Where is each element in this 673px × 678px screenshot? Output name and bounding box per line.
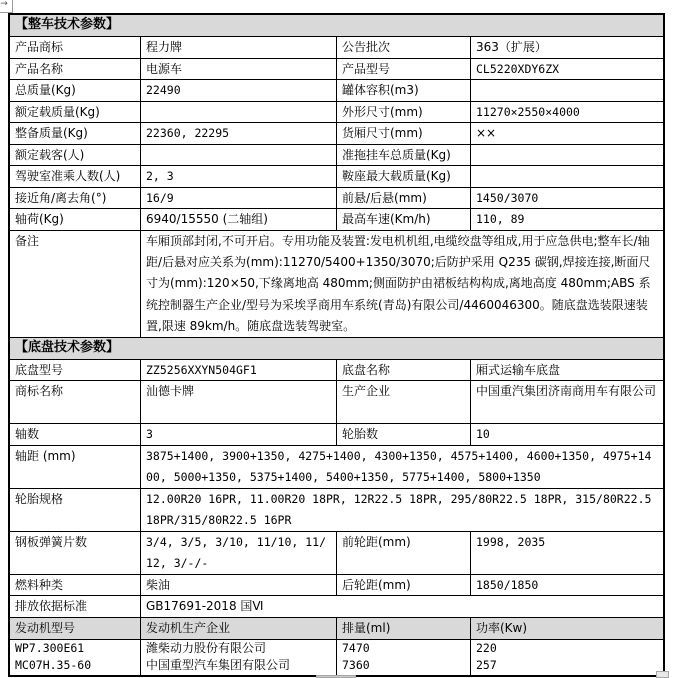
section-header-vehicle xyxy=(10,15,663,37)
table-row xyxy=(10,145,663,167)
param-value: 程力牌 xyxy=(141,37,337,59)
param-value: 3875+1400, 3900+1350, 4275+1400, 4300+1350, 4575+1400, 4600+1350, 4975+1400, 5000+1350, 5375+1400, 5400+1350, 5775+1400, 5800+1350 xyxy=(141,446,663,489)
param-value: 10 xyxy=(471,424,663,446)
table-resize-handle[interactable] xyxy=(656,671,669,678)
param-value xyxy=(471,145,663,167)
param-value: 22490 xyxy=(141,80,337,102)
wheelbase-row xyxy=(10,446,663,489)
param-value xyxy=(141,145,337,167)
engine-header-model: 发动机型号 xyxy=(10,618,141,640)
param-value: 22360, 22295 xyxy=(141,123,337,145)
table-row xyxy=(10,102,663,124)
param-label: 生产企业 xyxy=(337,381,471,424)
engine-power-cell xyxy=(471,640,663,675)
table-row xyxy=(10,209,663,231)
spec-table xyxy=(8,13,665,677)
param-label: 前悬/后悬(mm) xyxy=(337,188,471,210)
emission-standard-row xyxy=(10,596,663,618)
engine-header-row xyxy=(10,618,663,640)
param-value: 16/9 xyxy=(141,188,337,210)
table-row xyxy=(10,37,663,59)
param-value: GB17691-2018 国Ⅵ xyxy=(141,596,663,618)
table-row xyxy=(10,381,663,424)
param-value: CL5220XDY6ZX xyxy=(471,59,663,81)
param-label: 准拖挂车总质量(Kg) xyxy=(337,145,471,167)
param-value: ZZ5256XXYN504GF1 xyxy=(141,360,337,382)
section-title-vehicle: 【整车技术参数】 xyxy=(10,15,663,37)
param-value: 1450/3070 xyxy=(471,188,663,210)
param-value xyxy=(471,80,663,102)
param-label: 额定载质量(Kg) xyxy=(10,102,141,124)
table-row xyxy=(10,424,663,446)
engine-manufacturer-cell xyxy=(141,640,337,675)
param-label: 接近角/离去角(°) xyxy=(10,188,141,210)
param-value: 电源车 xyxy=(141,59,337,81)
param-label: 底盘型号 xyxy=(10,360,141,382)
table-row xyxy=(10,575,663,597)
param-value: 363（扩展） xyxy=(471,37,663,59)
param-value: 110, 89 xyxy=(471,209,663,231)
param-label: 额定载客(人) xyxy=(10,145,141,167)
engine-displacement: 7360 xyxy=(342,658,370,672)
param-value: 1998, 2035 xyxy=(471,532,663,575)
param-value: 3 xyxy=(141,424,337,446)
param-label: 轮胎数 xyxy=(337,424,471,446)
engine-manufacturer: 潍柴动力股份有限公司 xyxy=(146,640,267,655)
param-value: 11270×2550×4000 xyxy=(471,102,663,124)
param-label: 整备质量(Kg) xyxy=(10,123,141,145)
param-value: 12.00R20 16PR, 11.00R20 18PR, 12R22.5 18PR, 295/80R22.5 18PR, 315/80R22.5 18PR/315/80R22.5 16PR xyxy=(141,489,663,532)
param-value: ×× xyxy=(471,123,663,145)
param-label: 后轮距(mm) xyxy=(337,575,471,597)
engine-power: 257 xyxy=(476,658,497,672)
param-label: 商标名称 xyxy=(10,381,141,424)
engine-manufacturer: 中国重型汽车集团有限公司 xyxy=(146,658,291,672)
param-value: 汕德卡牌 xyxy=(141,381,337,424)
table-row xyxy=(10,166,663,188)
param-value: 2, 3 xyxy=(141,166,337,188)
engine-model: MC07H.35-60 xyxy=(15,658,92,672)
param-label: 排放依据标准 xyxy=(10,596,141,618)
param-label: 轴距 (mm) xyxy=(10,446,141,489)
param-label: 轴荷(Kg) xyxy=(10,209,141,231)
param-label: 驾驶室准乘人数(人) xyxy=(10,166,141,188)
engine-header-displacement: 排量(ml) xyxy=(337,618,471,640)
engine-model: WP7.300E61 xyxy=(15,640,85,655)
param-label: 最高车速(Km/h) xyxy=(337,209,471,231)
param-label: 总质量(Kg) xyxy=(10,80,141,102)
table-row xyxy=(10,123,663,145)
param-label: 底盘名称 xyxy=(337,360,471,382)
param-value: 6940/15550 (二轴组) xyxy=(141,209,337,231)
param-value xyxy=(471,166,663,188)
engine-header-power: 功率(Kw) xyxy=(471,618,663,640)
param-label: 燃料种类 xyxy=(10,575,141,597)
table-row xyxy=(10,80,663,102)
engine-model-cell xyxy=(10,640,141,675)
param-label: 轴数 xyxy=(10,424,141,446)
table-row xyxy=(10,532,663,575)
param-value: 厢式运输车底盘 xyxy=(471,360,663,382)
param-label: 前轮距(mm) xyxy=(337,532,471,575)
engine-header-manufacturer: 发动机生产企业 xyxy=(141,618,337,640)
param-label: 公告批次 xyxy=(337,37,471,59)
tire-spec-row xyxy=(10,489,663,532)
param-value xyxy=(141,102,337,124)
engine-power: 220 xyxy=(476,640,497,655)
engine-displacement: 7470 xyxy=(342,640,370,655)
param-label: 备注 xyxy=(10,231,141,338)
param-label: 货厢尺寸(mm) xyxy=(337,123,471,145)
engine-displacement-cell xyxy=(337,640,471,675)
param-label: 产品名称 xyxy=(10,59,141,81)
remark-text: 车厢顶部封闭,不可开启。专用功能及装置:发电机机组,电缆绞盘等组成,用于应急供电;整车长/轴距/后悬对应关系为(mm):11270/5400+1350/3070;后防护采用 Q235 碳钢,焊接连接,断面尺寸为(mm):120×50,下缘离地高 480mm;侧面防护由裙板结构构成,离地高度 480mm;ABS 系统控制器生产企业/型号为采埃孚商用车系统(青岛)有限公司/4460046300。随底盘选装限速装置,限速 89km/h。随底盘选装驾驶室。 xyxy=(141,231,663,338)
param-value: 1850/1850 xyxy=(471,575,663,597)
table-row xyxy=(10,360,663,382)
param-label: 产品型号 xyxy=(337,59,471,81)
param-value: 中国重汽集团济南商用车有限公司 xyxy=(471,381,663,424)
section-header-chassis xyxy=(10,338,663,360)
param-value: 柴油 xyxy=(141,575,337,597)
param-label: 产品商标 xyxy=(10,37,141,59)
engine-data-rows xyxy=(10,640,663,675)
param-label: 外形尺寸(mm) xyxy=(337,102,471,124)
param-label: 鞍座最大载质量(Kg) xyxy=(337,166,471,188)
remark-row xyxy=(10,231,663,338)
param-label: 轮胎规格 xyxy=(10,489,141,532)
param-label: 罐体容积(m3) xyxy=(337,80,471,102)
param-value: 3/4, 3/5, 3/10, 11/10, 11/12, 3/-/- xyxy=(141,532,337,575)
table-move-handle-icon[interactable]: → xyxy=(0,0,13,13)
table-row xyxy=(10,188,663,210)
param-label: 钢板弹簧片数 xyxy=(10,532,141,575)
table-row xyxy=(10,59,663,81)
section-title-chassis: 【底盘技术参数】 xyxy=(10,338,663,360)
